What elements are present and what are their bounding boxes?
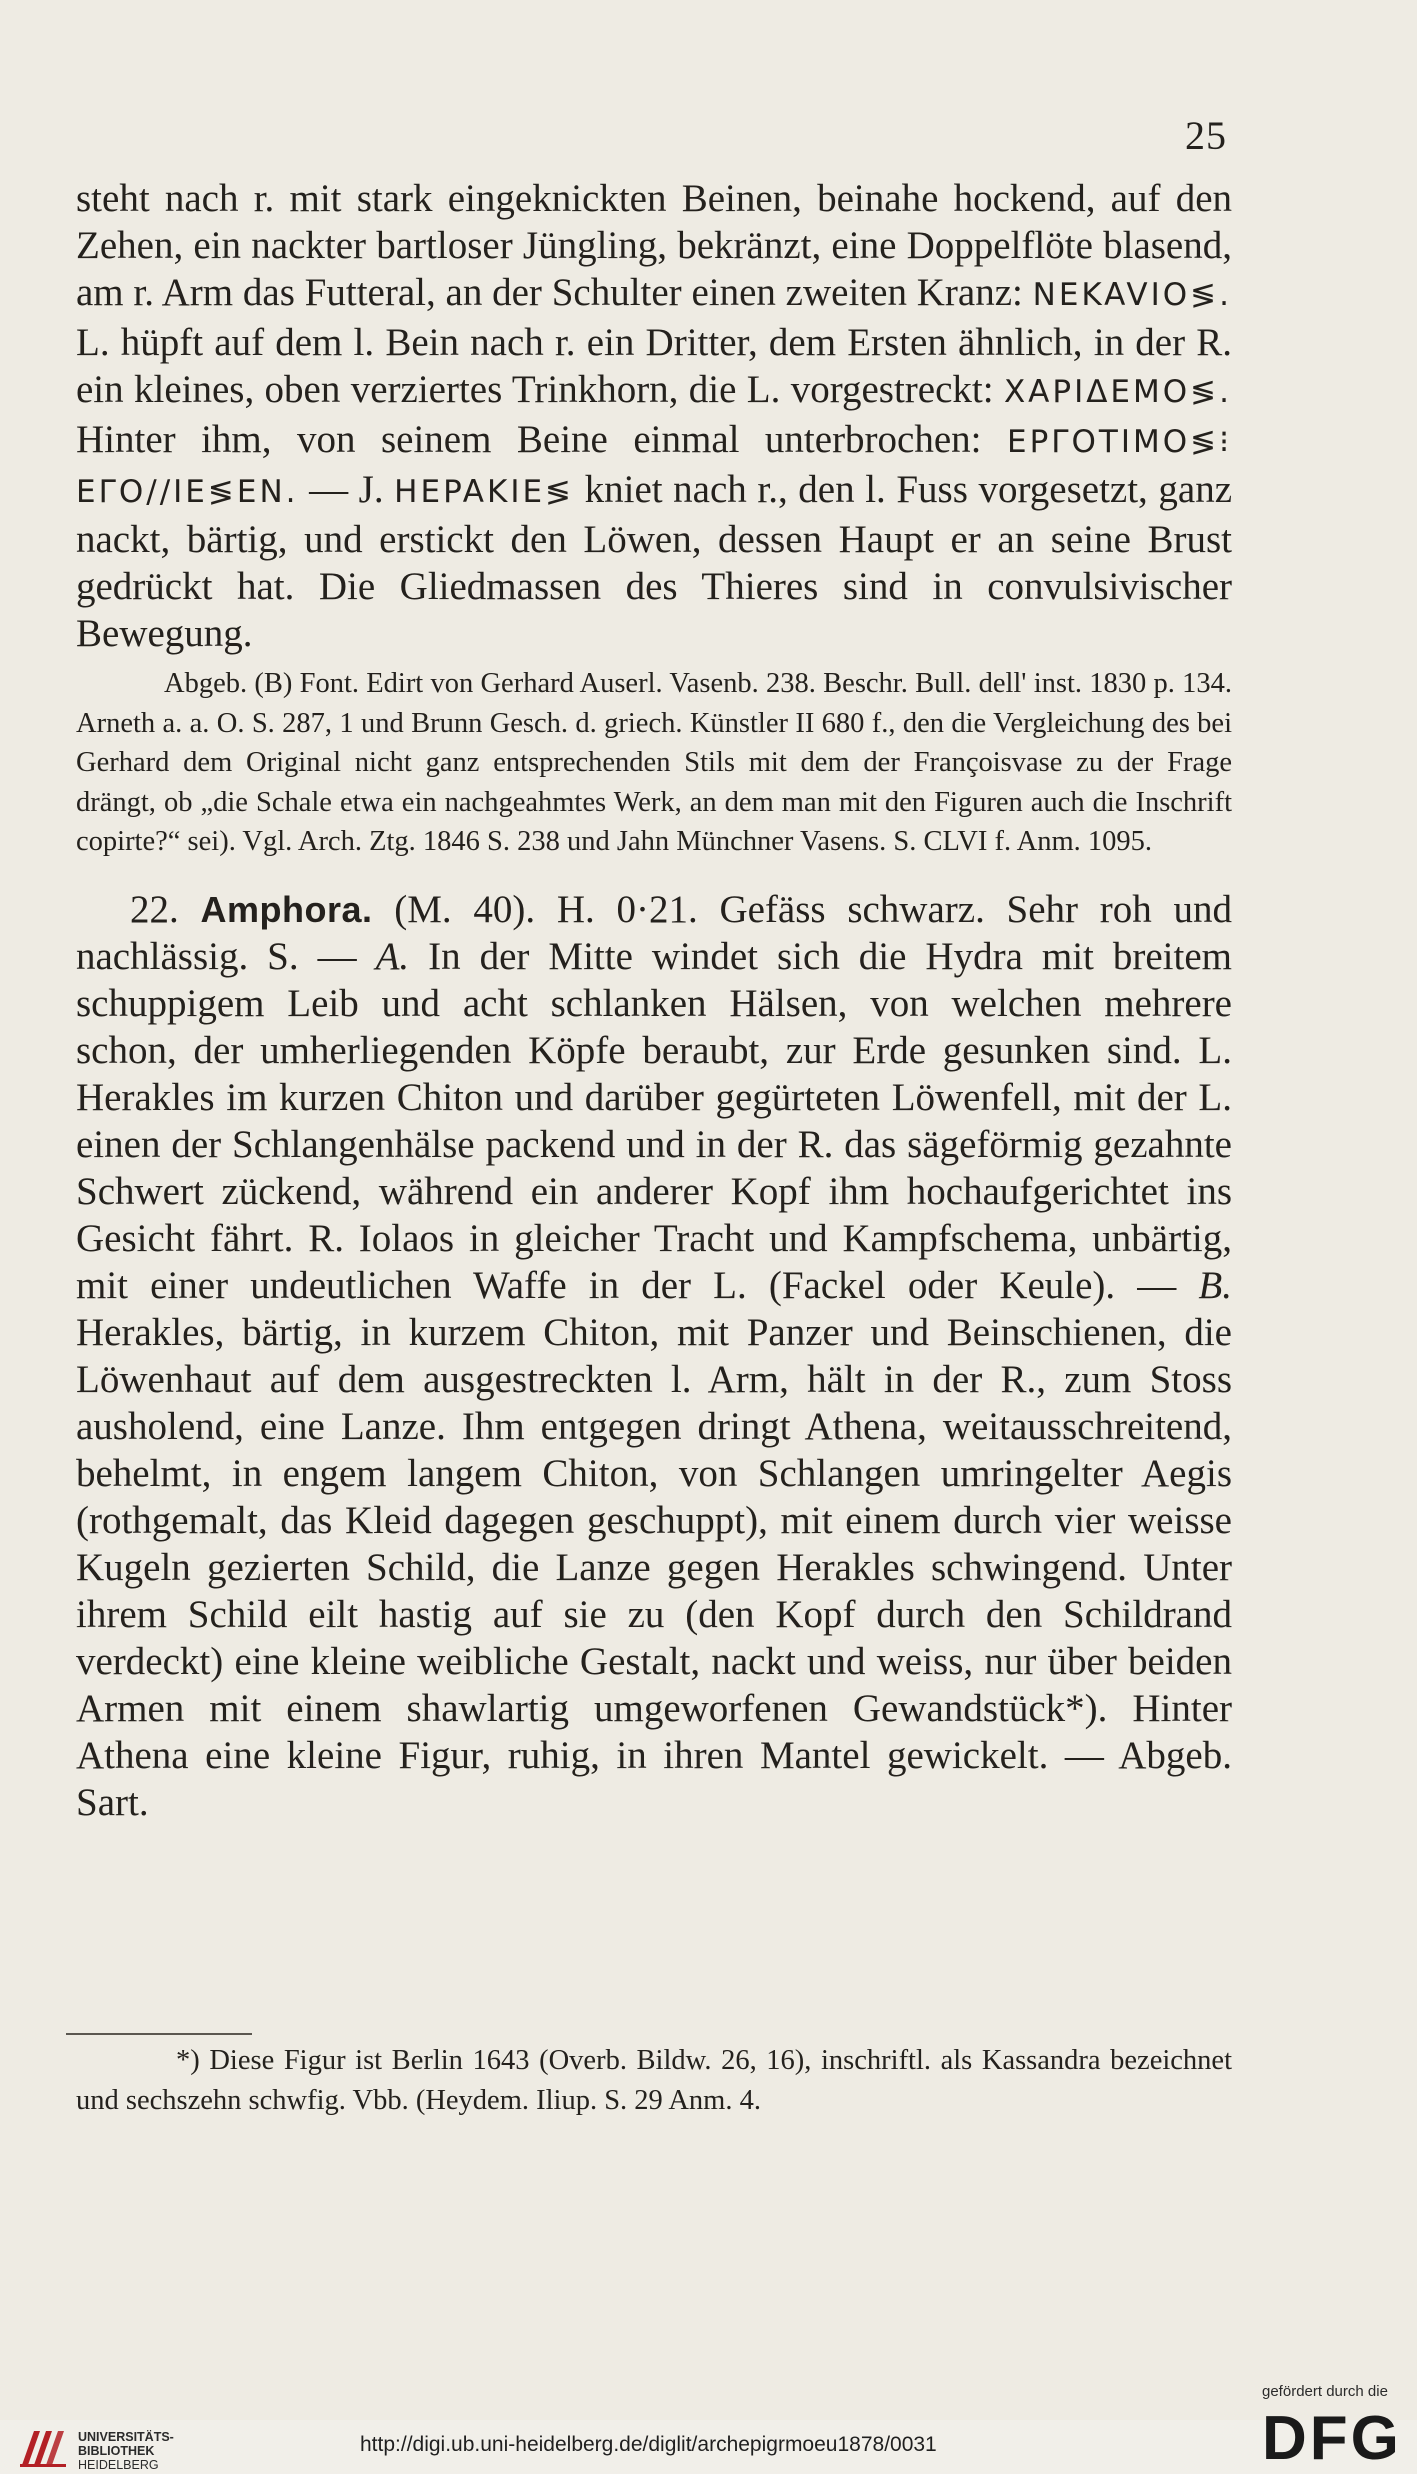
greek-inscription-herakles: HEPAKΙE≶ xyxy=(394,474,575,510)
library-name: UNIVERSITÄTS- BIBLIOTHEK HEIDELBERG xyxy=(78,2430,174,2472)
dfg-logo: DFG xyxy=(1262,2404,1402,2473)
entry-heading: Amphora. xyxy=(200,888,373,930)
university-library-logo-icon xyxy=(16,2425,72,2469)
footnote-rule xyxy=(66,2033,252,2035)
paragraph-description-continued: steht nach r. mit stark eingeknickten Beinen, beinahe hockend, auf den Zehen, ein nackter bartloser Jüngling, bekränzt, eine Doppelflöte blasend, am r. Arm das Futteral, an der Schulter einen zweiten Kranz: NEKAVΙΟ≶. L. hüpft auf dem l. Bein nach r. ein Dritter, dem Ersten ähnlich, in der R. ein kleines, oben verziertes Trinkhorn, die L. vorgestreckt: XAPIΔEMO≶. Hinter ihm, von seinem Beine einmal unterbrochen: EPΓOTIMO≶⁝EΓO//IE≶EN. — J. HEPAKΙE≶ kniet nach r., den l. Fuss vorgesetzt, ganz nackt, bärtig, und erstickt den Löwen, dessen Haupt er an seine Brust gedrückt hat. Die Gliedmassen des Thieres sind in convulsivischer Bewegung. xyxy=(76,177,1232,655)
source-url-link[interactable]: http://digi.ub.uni-heidelberg.de/diglit/archepigrmoeu1878/0031 xyxy=(360,2433,937,2456)
funding-label: gefördert durch die xyxy=(1262,2383,1388,2400)
page-number: 25 xyxy=(1185,113,1227,158)
side-a-siglum: A. xyxy=(375,934,410,978)
footnote: *) Diese Figur ist Berlin 1643 (Overb. Bildw. 26, 16), inschriftl. als Kassandra bezeichnet und sechszehn schwfig. Vbb. (Heydem. Iliup. S. 29 Anm. 4. xyxy=(76,2045,1232,2116)
greek-inscription-nekavlos: NEKAVΙΟ≶. xyxy=(1032,277,1232,313)
main-text xyxy=(76,175,1232,1826)
side-b-siglum: B. xyxy=(1198,1263,1232,1307)
greek-inscription-charidemos: XAPIΔEMO≶. xyxy=(1003,374,1232,410)
catalog-entry-22: 22. Amphora. (M. 40). H. 0·21. Gefäss schwarz. Sehr roh und nachlässig. S. — A. In der Mitte windet sich die Hydra mit breitem schuppigem Leib und acht schlanken Hälsen, von welchen mehrere schon, der umherliegenden Köpfe beraubt, zur Erde gesunken sind. L. Herakles im kurzen Chiton und darüber gegürteten Löwenfell, mit der L. einen der Schlangenhälse packend und in der R. das sägeförmig gezahnte Schwert zückend, während ein anderer Kopf ihm hochaufgerichtet ins Gesicht fährt. R. Iolaos in gleicher Tracht und Kampfschema, unbärtig, mit einer undeutlichen Waffe in der L. (Fackel oder Keule). — B. Herakles, bärtig, in kurzem Chiton, mit Panzer und Beinschienen, die Löwenhaut auf dem ausgestreckten l. Arm, hält in der R., zum Stoss ausholend, eine Lanze. Ihm entgegen dringt Athena, weitausschreitend, behelmt, in engem langem Chiton, von Schlangen umringelter Aegis (rothgemalt, das Kleid dagegen geschuppt), mit einem durch vier weisse Kugeln gezierten Schild, die Lanze gegen Herakles schwingend. Unter ihrem Schild eilt hastig auf sie zu (den Kopf durch den Schildrand verdeckt) eine kleine weibliche Gestalt, nackt und weiss, nur über beiden Armen mit einem shawlartig umgeworfenen Gewandstück*). Hinter Athena eine kleine Figur, ruhig, in ihren Mantel gewickelt. — Abgeb. Sart. xyxy=(76,887,1232,1824)
entry-number: 22. xyxy=(130,887,179,931)
bibliography-note: Abgeb. (B) Font. Edirt von Gerhard Auserl. Vasenb. 238. Beschr. Bull. dell' inst. 1830 p. 134. Arneth a. a. O. S. 287, 1 und Brunn Gesch. d. griech. Künstler II 680 f., den die Vergleichung des bei Gerhard dem Original nicht ganz entsprechenden Stils mit dem der Françoisvase zu der Frage drängt, ob „die Schale etwa ein nachgeahmtes Werk, an dem man mit den Figuren auch die Inschrift copirte?“ sei). Vgl. Arch. Ztg. 1846 S. 238 und Jahn Münchner Vasens. S. CLVI f. Anm. 1095. xyxy=(76,668,1232,857)
greek-inscription-ergotimos: EPΓOTIMO≶⁝EΓO//IE≶EN. xyxy=(76,424,1232,510)
